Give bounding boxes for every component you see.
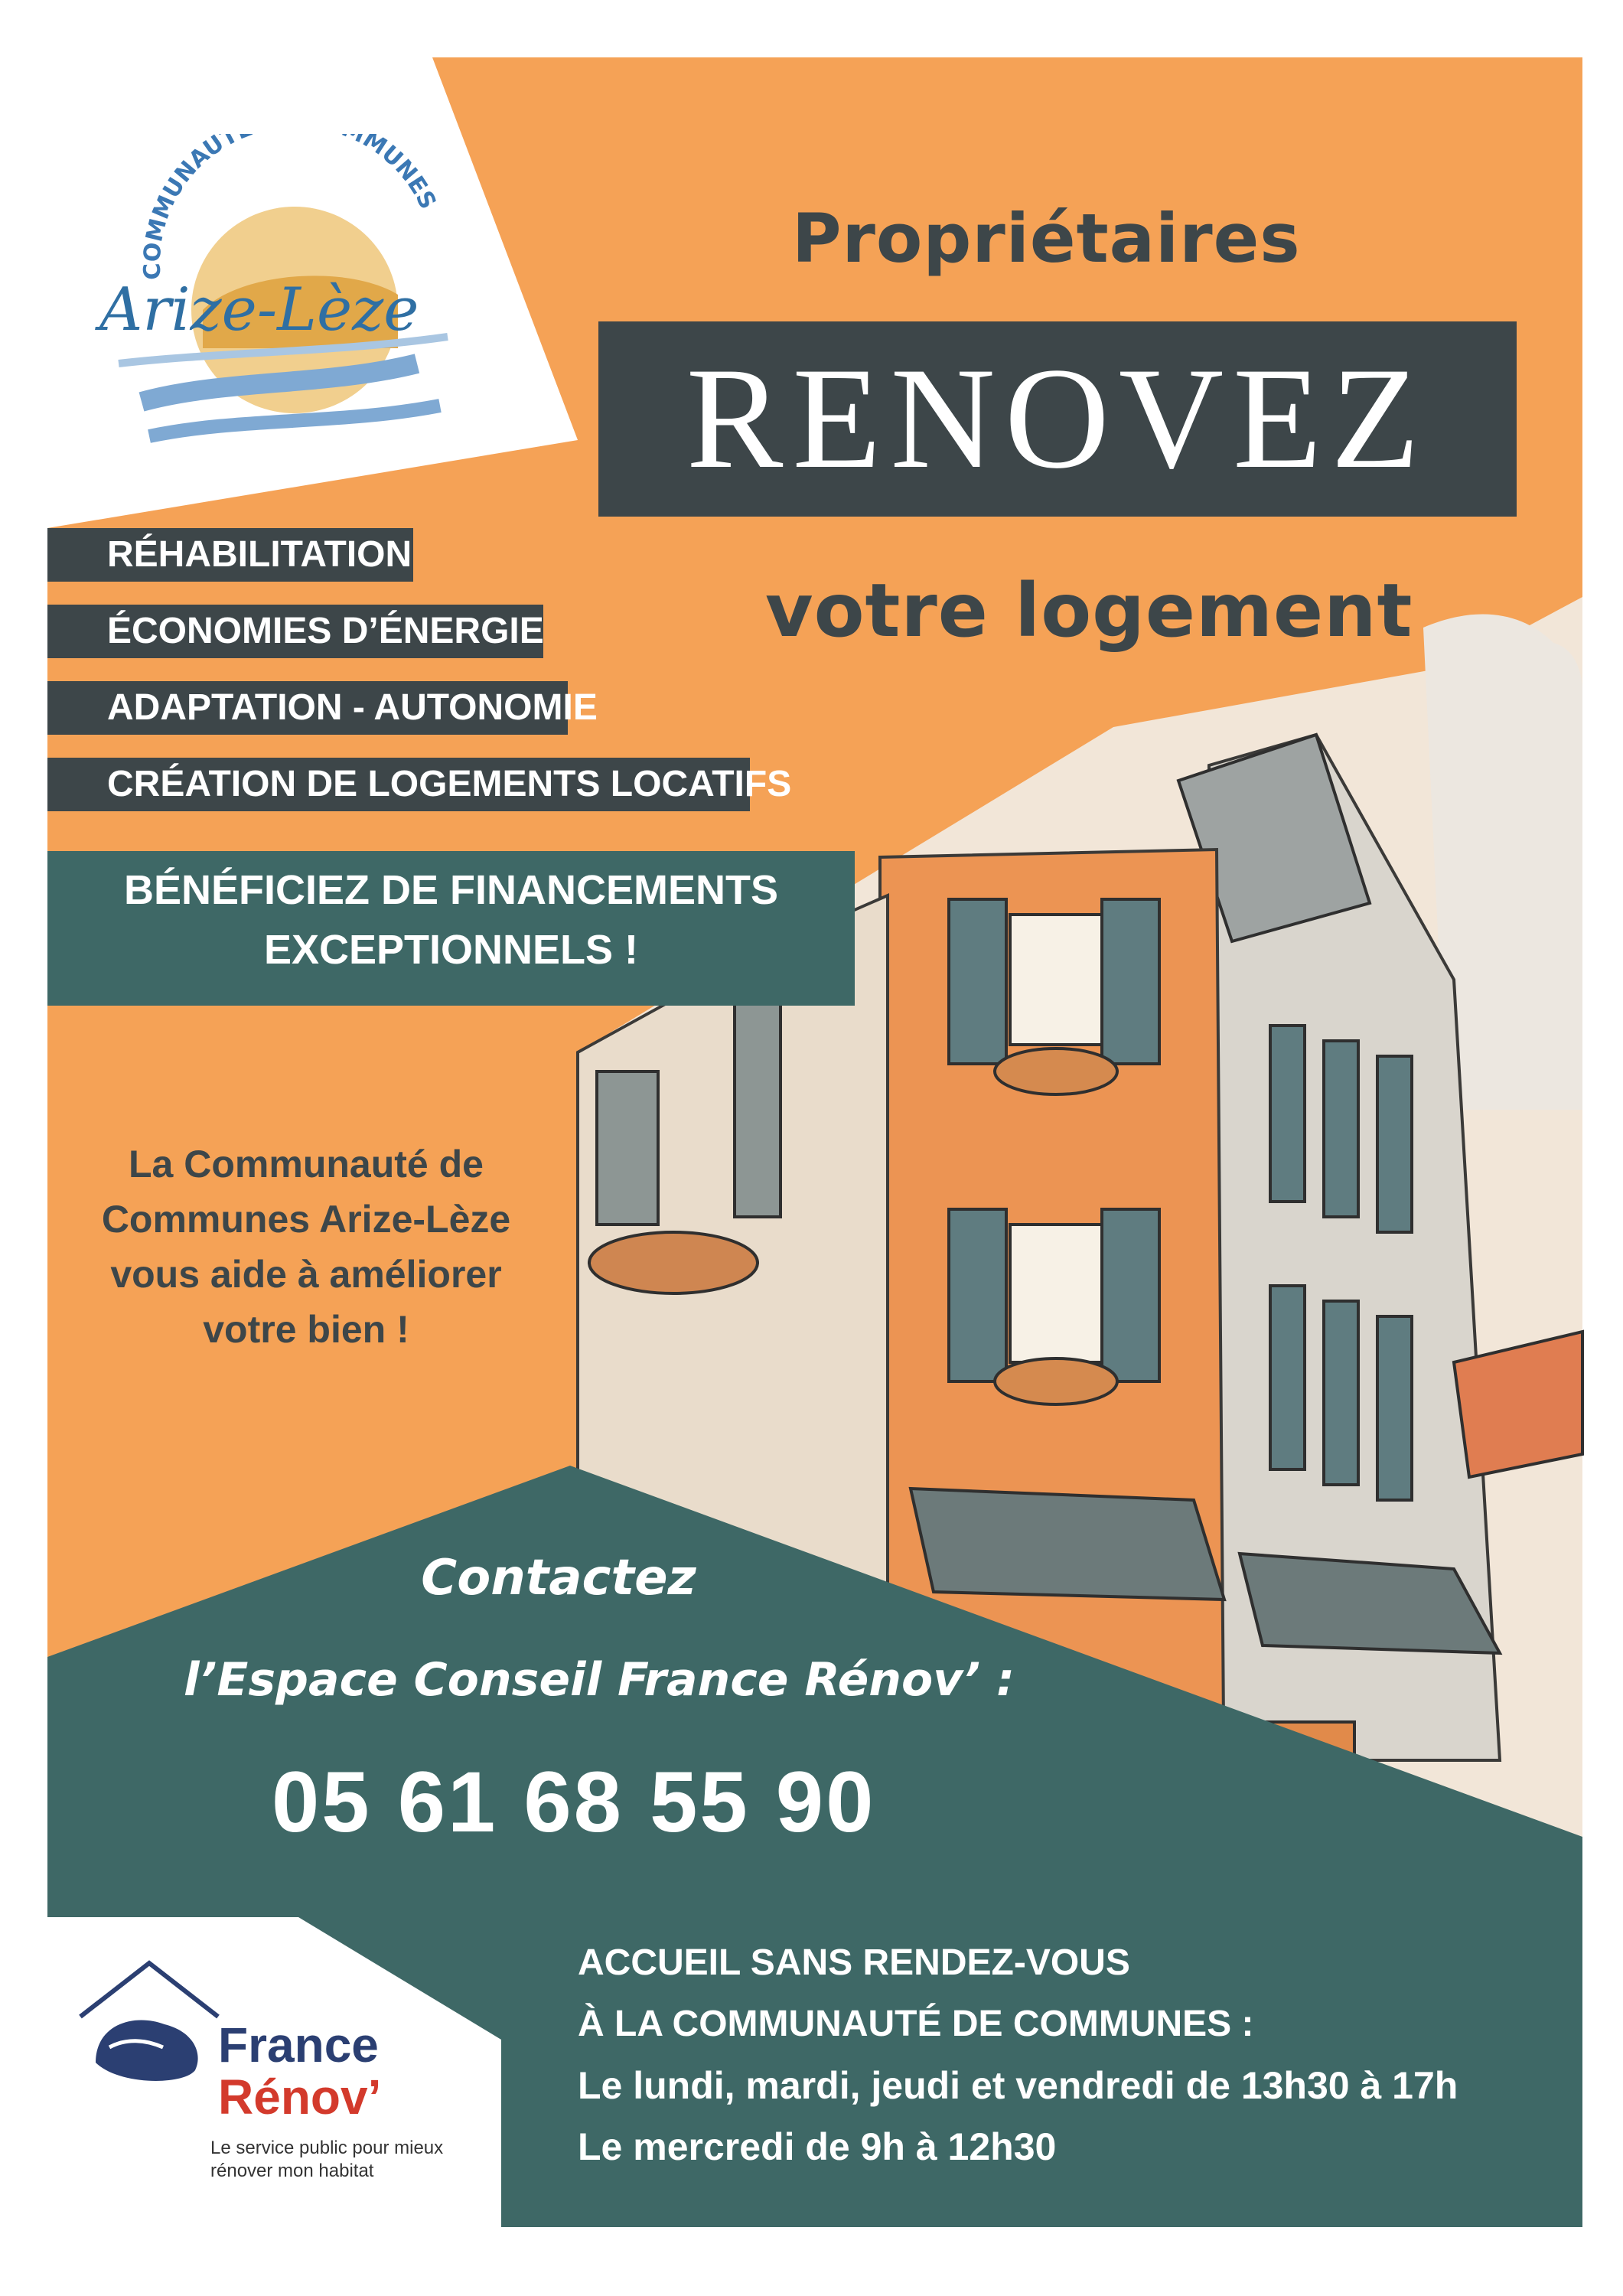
contact-phone: 05 61 68 55 90 — [272, 1754, 876, 1850]
logo-name: Arize-Lèze — [99, 276, 419, 344]
tag-rehabilitation: RÉHABILITATION — [47, 528, 413, 582]
accueil-line4: Le mercredi de 9h à 12h30 — [578, 2125, 1057, 2168]
france-renov-house-icon — [73, 1955, 226, 2086]
title-renovez: RENOVEZ — [598, 321, 1517, 517]
contact-line1: Contactez — [421, 1550, 696, 1606]
accueil-line2: À LA COMMUNAUTÉ DE COMMUNES : — [578, 2004, 1254, 2044]
tag-creation-logements: CRÉATION DE LOGEMENTS LOCATIFS — [47, 758, 750, 811]
financements-line1: BÉNÉFICIEZ DE FINANCEMENTS — [123, 867, 779, 913]
aide-paragraph — [69, 1137, 543, 1357]
aide-line4: votre bien ! — [203, 1308, 409, 1351]
france-renov-france: France — [218, 2017, 379, 2073]
aide-line1: La Communauté de — [129, 1143, 484, 1186]
accueil-block — [578, 1932, 1458, 2177]
title-proprietaires: Propriétaires — [792, 199, 1301, 278]
arize-leze-logo — [88, 134, 486, 471]
financements-line2: EXCEPTIONNELS ! — [263, 927, 639, 973]
aide-line2: Communes Arize-Lèze — [101, 1198, 511, 1241]
financements-banner — [47, 851, 855, 1006]
tag-adaptation-autonomie: ADAPTATION - AUTONOMIE — [47, 681, 568, 735]
france-renov-tagline1: Le service public pour mieux — [210, 2138, 444, 2158]
accueil-line3: Le lundi, mardi, jeudi et vendredi de 13h30 à 17h — [578, 2064, 1458, 2107]
accueil-line1: ACCUEIL SANS RENDEZ-VOUS — [578, 1942, 1130, 1983]
france-renov-tagline2: rénover mon habitat — [210, 2161, 374, 2181]
logo-arc-text: COMMUNAUT MUNES — [139, 134, 442, 281]
aide-line3: vous aide à améliorer — [110, 1253, 502, 1296]
france-renov-logo — [73, 1955, 486, 2216]
tag-economies-energie: ÉCONOMIES D’ÉNERGIE — [47, 605, 543, 658]
title-votre-logement: votre logement — [765, 568, 1413, 654]
contact-line2: l’Espace Conseil France Rénov’ : — [184, 1653, 1015, 1707]
france-renov-renov: Rénov’ — [218, 2069, 382, 2125]
